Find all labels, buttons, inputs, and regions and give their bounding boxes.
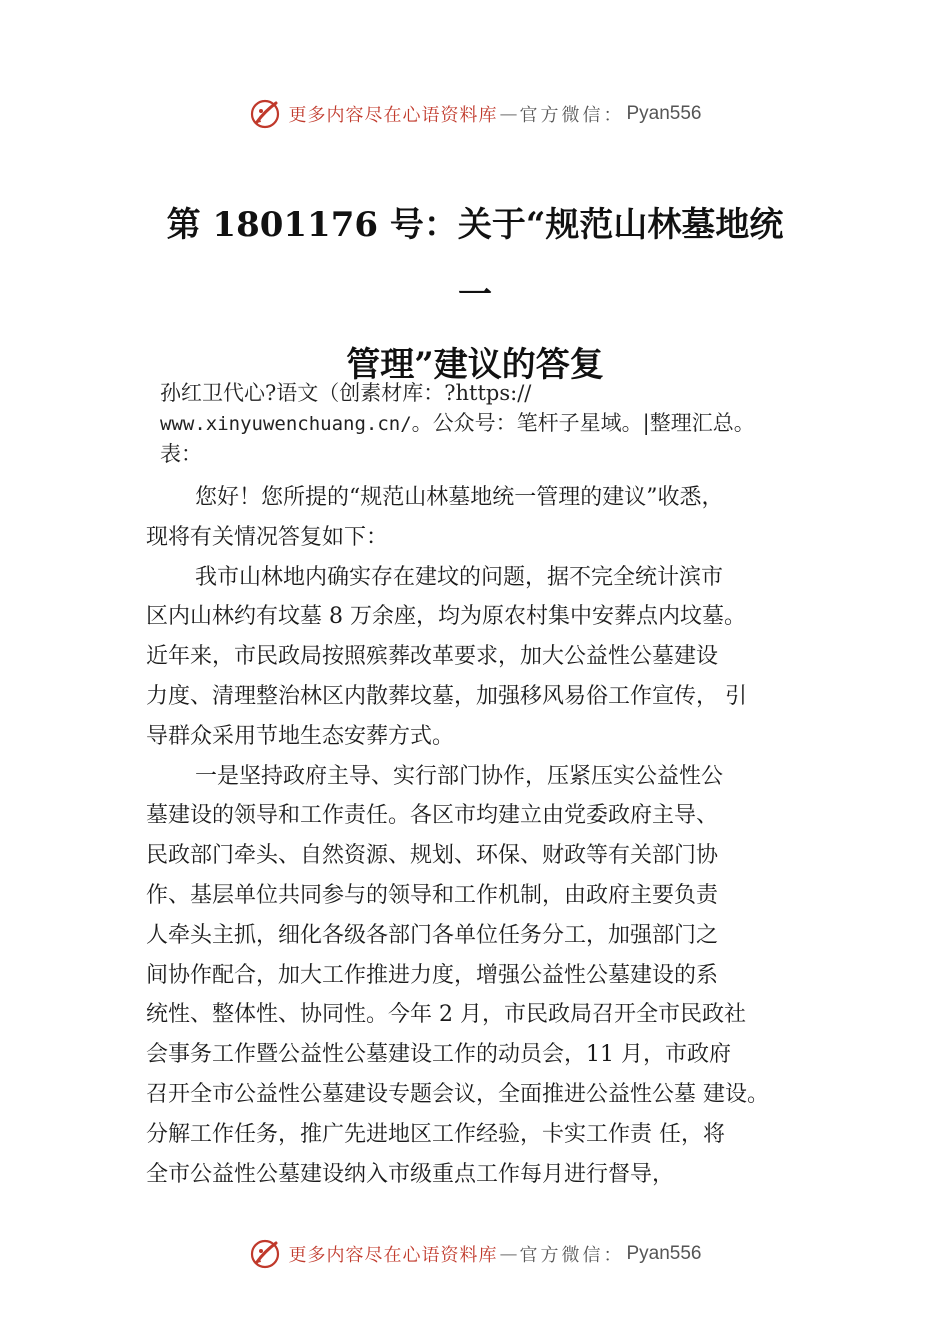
banner-brand-text: 更多内容尽在心语资料库	[288, 1245, 498, 1266]
title-line-2: 管理”建议的答复	[346, 345, 604, 385]
title-line-1: 第 1801176 号：关于“规范山林墓地统一	[166, 205, 784, 315]
body-line: 召开全市公益性公墓建设专题会议，全面推进公益性公墓 建设。	[146, 1081, 769, 1107]
body-line: 作、基层单位共同参与的领导和工作机制，由政府主要负责	[146, 882, 719, 908]
body-line: 您好！您所提的“规范山林墓地统一管理的建议”收悉，	[195, 485, 724, 510]
body-line: 人牵头主抓，细化各级各部门各单位任务分工，加强部门之	[146, 922, 719, 948]
document-title	[150, 190, 800, 400]
source-line-2	[160, 408, 880, 439]
banner-wechat-label: 官方微信：	[519, 1245, 625, 1266]
banner-wechat-label: 官方微信：	[519, 105, 625, 126]
body-line: 一是坚持政府主导、实行部门协作，压紧压实公益性公	[195, 763, 724, 789]
source-line-1: 孙红卫代心?语文（创素材库：?https://	[160, 381, 532, 405]
banner-brand-text: 更多内容尽在心语资料库	[288, 105, 498, 126]
banner-wechat-id: Pyan556	[626, 1243, 702, 1264]
body-line: 近年来，市民政局按照殡葬改革要求，加大公益性公墓建设	[146, 644, 719, 670]
footer-banner	[0, 1234, 950, 1274]
body-line: 区内山林约有坟墓 8 万余座，均为原农村集中安葬点内坟墓。	[146, 604, 746, 630]
body-line: 统性、整体性、协同性。今年 2 月，市民政局召开全市民政社	[146, 1002, 746, 1028]
body-line: 我市山林地内确实存在建坟的问题，据不完全统计滨市	[195, 564, 724, 590]
brush-logo-icon	[248, 97, 282, 131]
brush-logo-icon	[248, 1237, 282, 1271]
banner-separator: —	[499, 103, 518, 125]
body-line: 会事务工作暨公益性公墓建设工作的动员会，11 月，市政府	[146, 1042, 731, 1068]
document-body	[146, 478, 846, 1194]
banner-wechat-id: Pyan556	[626, 103, 702, 124]
body-line: 导群众采用节地生态安葬方式。	[146, 723, 455, 749]
body-line: 间协作配合，加大工作推进力度，增强公益性公墓建设的系	[146, 962, 719, 988]
body-line: 现将有关情况答复如下：	[146, 524, 389, 550]
source-note	[160, 378, 880, 469]
body-line: 墓建设的领导和工作责任。各区市均建立由党委政府主导、	[146, 803, 719, 829]
body-line: 分解工作任务，推广先进地区工作经验，卡实工作责 任，将	[146, 1121, 725, 1147]
source-url: www.xinyuwenchuang.cn/	[160, 413, 412, 435]
source-line-2-rest: 。公众号：笔杆子星域。|整理汇总。	[411, 411, 755, 435]
header-banner	[0, 94, 950, 134]
body-line: 力度、清理整治林区内散葬坟墓，加强移风易俗工作宣传， 引	[146, 683, 747, 709]
source-line-3: 表：	[160, 442, 202, 466]
body-line: 民政部门牵头、自然资源、规划、环保、财政等有关部门协	[146, 843, 719, 869]
body-line: 全市公益性公墓建设纳入市级重点工作每月进行督导，	[146, 1161, 675, 1187]
banner-separator: —	[499, 1243, 518, 1265]
